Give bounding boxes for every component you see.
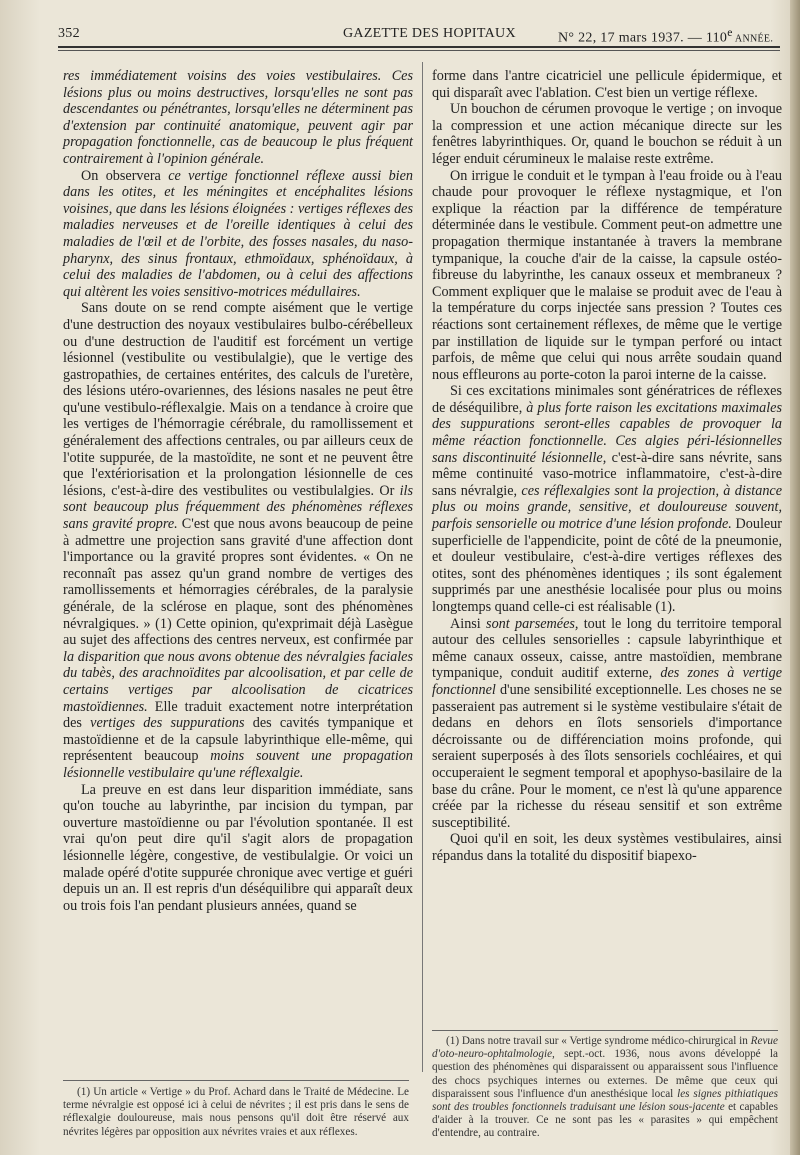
italic-text-run: moins souvent une propagation lésionnelle vestibulaire qu'une réflexalgie. — [63, 748, 413, 781]
running-header — [58, 22, 776, 44]
header-rule — [58, 46, 780, 48]
column-divider — [422, 62, 423, 1072]
italic-text-run: ce vertige fonctionnel réflexe aussi bien dans les otites, et les méningites et encéphalites lésions voisines, que dans les lésions éloignées : vertiges réflexes des maladies nerveuses et de l'oreille identiques à celui des maladies de l'œil et de l'orbite, des fosses nasales, du naso-pharynx, des sinus frontaux, ethmoïdaux, sphénoïdaux, à celui des maladies de l'abdomen, ou à celui des affections qui altèrent les voies sensitivo-motrices médullaires. — [63, 167, 413, 300]
text-run: forme dans l'antre cicatriciel une pellicule épidermique, et qui disparaît avec l'ablation. C'est bien un vertige réflexe. — [432, 68, 782, 101]
paragraph — [432, 616, 782, 832]
paragraph — [432, 831, 782, 864]
italic-text-run: ils sont beaucoup plus fréquemment des phénomènes réflexes sans gravité propre. — [63, 482, 413, 533]
journal-title: GAZETTE DES HOPITAUX — [343, 26, 516, 41]
issue-line — [558, 26, 773, 47]
left-column — [63, 68, 413, 914]
text-run: Quoi qu'il en soit, les deux systèmes vestibulaires, ainsi répandus dans la totalité du dispositif biapexo- — [432, 831, 782, 864]
footnote-left: (1) Un article « Vertige » du Prof. Achard dans le Traité de Médecine. Le terme névralgie est opposé ici à celui de névrites ; il est pris dans le sens de réflexalgie douloureuse, mais nous pensons qu'il doit être réservé aux névrites légères par opposition aux névrites vraies et aux réflexes. — [63, 1086, 409, 1138]
text-run: (1) Dans notre travail sur « Vertige syndrome médico-chirurgical in — [446, 1035, 751, 1047]
issue-text: N° 22, 17 mars 1937. — 110 — [558, 30, 728, 46]
text-run: Si ces excitations minimales sont génératrices de réflexes de déséquilibre, — [432, 383, 782, 416]
text-run: Ainsi — [450, 615, 487, 632]
text-run: On observera — [81, 167, 169, 184]
footnote-rule — [63, 1080, 409, 1081]
issue-sup: e — [727, 26, 733, 39]
page-number: 352 — [58, 26, 80, 41]
italic-text-run: ces réflexalgies sont la projection, à distance plus ou moins grande, sensitive, et douloureuse souvent, parfois sensorielle ou motrice d'une lésion profonde. — [432, 482, 783, 533]
italic-text-run: les signes pithiatiques sont des troubles fonctionnels traduisant une lésion sous-jacente — [432, 1087, 778, 1114]
paragraph — [63, 168, 413, 301]
paragraph — [432, 68, 782, 101]
italic-text-run: Revue d'oto-neuro-ophtalmologie, — [432, 1035, 778, 1061]
issue-annee: ANNÉE. — [732, 33, 774, 45]
italic-text-run: la disparition que nous avons obtenue des névralgies faciales du tabès, des arachnoïdites par alcoolisation, et par celle de certains vertiges par alcoolisation de cicatrices mastoïdiennes. — [63, 648, 413, 715]
italic-text-run: res immédiatement voisins des voies vestibulaires. Ces lésions plus ou moins destructives, lorsqu'elles ne sont pas descendantes ou pénétrantes, lorsqu'elles ne déterminent pas d'extension par continuité anatomique, peuvent agir par propagation fonctionnelle, cas de beaucoup le plus fréquent contrairement à l'opinion générale. — [63, 68, 413, 167]
text-run: Sans doute on se rend compte aisément que le vertige d'une destruction des noyaux vestibulaires bulbo-cérébelleux ou d'une destruction de l'auditif est forcément un vertige lésionnel (vestibulite ou vestibulalgie), que le vertige des gastropathies, de certaines entérites, des calculs de l'uretère, des lésions utéro-ovariennes, des lésions nasales ne peut être qu'une vestibulo-réflexalgie. Mais on a tendance à croire que les vertiges de l'hémorragie cérébrale, du ramollissement et généralement des affections centrales, ou par ailleurs ceux de l'otite suppurée, de la mastoïdite, ne sont et ne peuvent être que l'extériorisation et la prolongation lésionnelle de ces lésions, c'est-à-dire des vestibulites ou vestibulalgies. Or — [63, 300, 413, 499]
text-run: La preuve en est dans leur disparition immédiate, sans qu'on touche au labyrinthe, par incision du tympan, par ouverture mastoïdienne ou par l'évolution spontanée. Il est vrai qu'on peut dire qu'il s'agit alors de propagation lésionnelle légère, congestive, de vestibulalgie. Or voici un malade opéré d'otite suppurée chronique avec vertige et guéri depuis un an. Il est repris d'un déséquilibre qui apparaît deux ou trois fois l'an pendant plusieurs années, quand se — [63, 781, 413, 914]
text-run: Elle traduit exactement notre interprétation des — [63, 698, 413, 732]
text-run: tout le long du territoire temporal autour des cellules sensorielles : capsule labyrinthique et même canaux osseux, caisse, antre mastoïdien, membrane tympanique, conduit auditif externe, — [432, 615, 782, 682]
italic-text-run: des zones à vertige fonctionnel — [432, 665, 782, 698]
italic-text-run: vertiges des suppurations — [90, 715, 245, 732]
text-run: Douleur superficielle de l'appendicite, point de côté de la pneumonie, et douleur vestibulaire, c'est-à-dire vertiges réflexes des otites, sont des phénomènes identiques ; ils sont également supprimés par une anesthésie localisée pour plus ou moins longtemps quand celle-ci est réalisable (1). — [432, 516, 782, 615]
text-run: Un bouchon de cérumen provoque le vertige ; on invoque la compression et une action mécanique directe sur les fenêtres labyrinthiques. Or, quand le bouchon se réduit à un léger enduit cérumineux le malaise reste extrême. — [432, 101, 782, 167]
text-run: On irrigue le conduit et le tympan à l'eau froide ou à l'eau chaude pour provoquer le réflexe nystagmique, et l'on explique la réaction par la différence de température déterminée dans le vestibule. Comment peut-on admettre une propagation thermique instantanée à travers la membrane tympanique, la couche d'air de la caisse, la capsule ostéo-fibreuse du labyrinthe, les canaux osseux et membraneux ? Comment expliquer que le malaise se produit avec de l'eau à la température du corps injectée sans pression ? Toutes ces réactions sont certainement réflexes, de même que le vertige par instillation de liquide sur le tympan perforé ou intact parfois, de même que celui qui nous arrête soudain quand nous effleurons au porte-coton la paroi interne de la caisse. — [432, 167, 782, 383]
paragraph — [432, 101, 782, 167]
paragraph — [63, 300, 413, 781]
text-run: C'est que nous avons beaucoup de peine à admettre une projection sans gravité d'une affection dont l'importance ou la gravité propres sont évidentes. « On ne reconnaît pas assez qu'un grand nombre de vertiges des ramollissements et hémorragies cérébrales, de la paralysie générale, de la sclérose en plaque, sont des phénomènes névralgiques. » (1) Cette opinion, qu'exprimait déjà Lasègue au sujet des affections des centres nerveux, est confirmée par — [63, 516, 414, 649]
paragraph — [432, 383, 782, 615]
paragraph — [432, 168, 782, 384]
text-run: des cavités tympanique et mastoïdienne et de la capsule labyrinthique elle-même, qui représentent beaucoup — [63, 715, 413, 765]
footnote-right — [432, 1035, 778, 1141]
text-run: d'une sensibilité exceptionnelle. Les choses ne se passeraient pas autrement si le système vestibulaire s'était de dedans en dehors en îlots sensoriels d'importance décroissante ou de différenciation moins profonde, qui seraient superposés à des îlots sensoriels cochléaires, et qui occuperaient le segment temporal et apophyso-basilaire de la base du crâne. Pour le moment, ce n'est là qu'une apparence créée par la richesse du réseau sensitif et son extrême susceptibilité. — [432, 681, 782, 831]
page-edge — [790, 0, 800, 1155]
footnote-rule — [432, 1030, 778, 1031]
paragraph — [63, 68, 413, 168]
text-run: sept.-oct. 1936, nous avons développé la question des phénomènes qui disparaissent ou apparaissent sous l'influence des chocs psychiques internes ou externes. De même que ceux qui disparaissent sous l'influence d'un anesthésique local — [432, 1048, 778, 1100]
italic-text-run: à plus forte raison les excitations maximales des suppurations seront-elles capables de provoquer la même réaction fonctionnelle. Ces algies péri-lésionnelles sans discontinuité lésionnelle, — [432, 399, 782, 466]
text-run: et capables d'aider à la trouver. Ce ne sont pas les « parasites » qui empêchent d'entendre, au contraire. — [432, 1101, 778, 1140]
italic-text-run: sont parsemées, — [486, 615, 579, 632]
text-run: c'est-à-dire sans névrite, sans même continuité vaso-motrice inflammatoire, c'est-à-dire sans névralgie, — [432, 449, 782, 499]
header-rule-thin — [58, 50, 780, 51]
right-column — [432, 68, 782, 865]
paragraph — [63, 782, 413, 915]
